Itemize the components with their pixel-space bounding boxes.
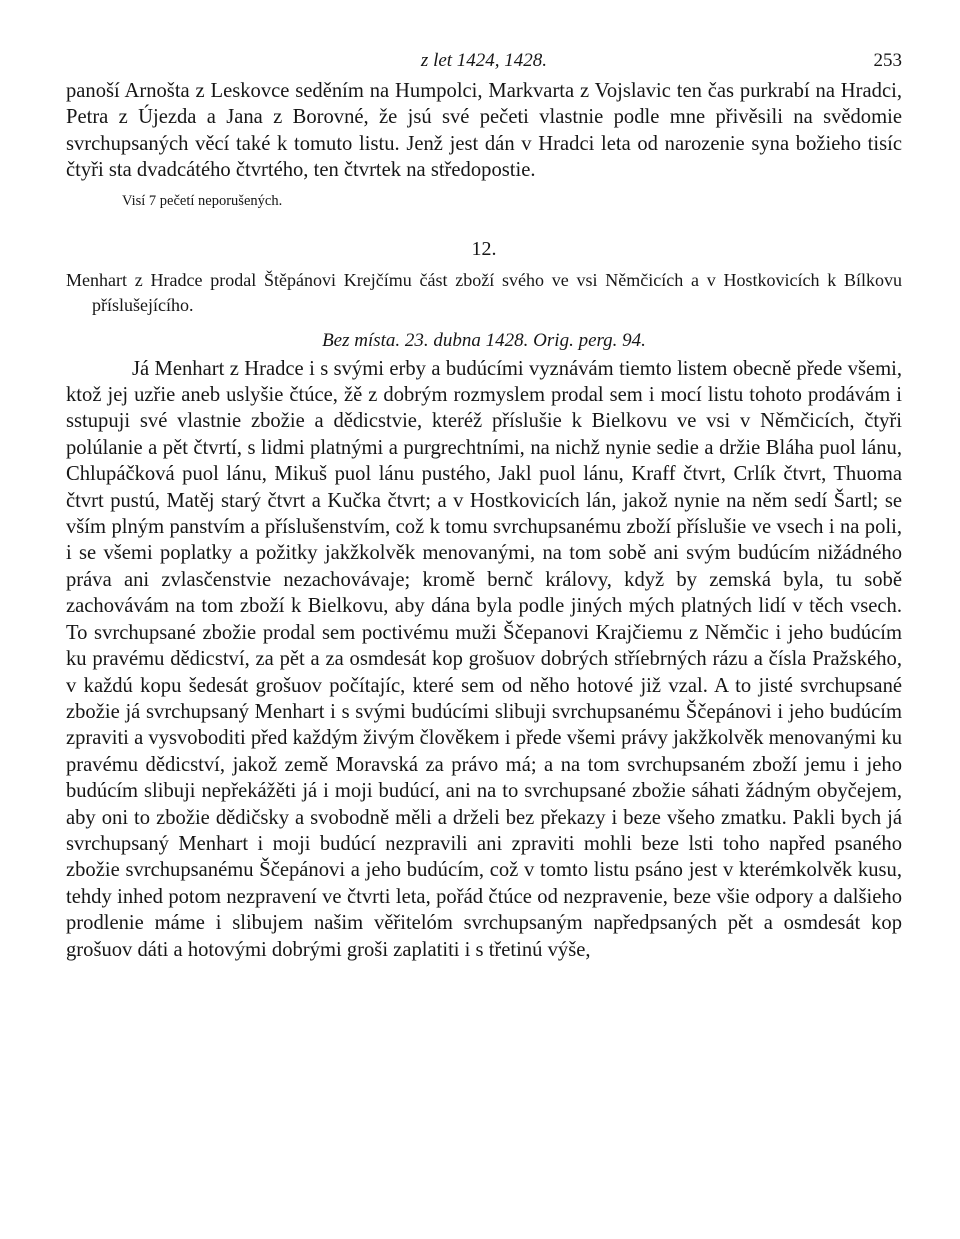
running-head: [66, 44, 902, 78]
page-number: 253: [873, 50, 902, 71]
document-body: Já Menhart z Hradce i s svými erby a budúcími vyznávám tiemto listem obecně přede všemi, ktož jej uzřie aneb uslyšie čtúce, žě z dobrým rozmyslem prodal sem i mocí listu tohoto prodávám i sstupuji své vlastnie zbožie a dědicstvie, kteréž příslušie k Bielkovu ve vsi v Němčicích, čtyři polúlanie a pět čtvrtí, s lidmi platnými a purgrechtními, na nichž nynie sedie a držie Bláha puol lánu, Chlupáčková puol lánu, Mikuš puol lánu pustého, Jakl puol lánu, Kraff čtvrt, Crlík čtvrt, Thuoma čtvrt pustú, Matěj starý čtvrt a Kučka čtvrt; a v Hostkovicích lán, jakož nynie na něm sedí Šartl; se vším plným panstvím a příslušenstvím, což k tomu svrchupsanému zboží příslušie ve vsech i na poli, i se všemi poplatky a požitky jakžkolvěk menovanými, na tom sobě ani svým budúcím nižádného práva ani zvlasčenstvie nezachovávaje; kromě bernč královy, když by zemská byla, tu sobě zachovávám na tom zboží k Bielkovu, aby dána byla podle jiných mých platných lidí v těch vsech. To svrchupsané zbožie prodal sem poctivému muži Ščepanovi Krajčiemu z Němčic i jeho budúcím ku pravému dědicství, za pět a za osmdesát kop grošuov dobrých stříebrných rázu a čísla Pražského, v každú kopu šedesát grošuov počítajíc, které sem od něho hotové již vzal. A to jisté svrchupsané zbožie já svrchupsaný Menhart i s svými budúcími slibuji svrchupsanému Ščepánovi i jeho budúcím zpraviti a vysvoboditi před každým živým člověkem i přede všemi právy jakžkolvěk menovanými ku pravému dědicství, jakož země Moravská za právo má; a na tom svrchupsaném zboží jemu i jeho budúcím slibuji nepřekážěti já i moji budúcí, ani na to svrchupsané zbožie sáhati žádným obyčejem, aby oni to zbožie dědičsky a svobodně měli a drželi bez překazy i beze všeho zmatku. Pakli bych já svrchupsaný Menhart i moji budúcí nezpravili ani zpraviti mohli beze lsti toho napřed psaného zbožie svrchupsanému Ščepánovi a jeho budúcím, což v tomto listu psáno jest v kterémkolvěk kusu, tehdy inhed potom nezpravení ve čtvrti leta, pořád čtúce od nezpravenie, beze všie odpory a dalšieho prodlenie máme i slibujem našim věřitelóm svrchupsaným napředpsaných pět a osmdesát kop grošuov dáti a hotovými dobrými groši zaplatiti i s třetinú výše,: [66, 357, 902, 961]
document-number: 12.: [471, 237, 497, 260]
book-page: [66, 44, 902, 963]
running-title: z let 1424, 1428.: [420, 50, 548, 71]
seal-note: Visí 7 pečetí neporušených.: [122, 192, 283, 209]
document-regest: Menhart z Hradce prodal Štěpánovi Krejčímu část zboží svého ve vsi Němčicích a v Hostkovicích k Bílkovu příslušejícího.: [66, 269, 902, 315]
document-dating: Bez místa. 23. dubna 1428. Orig. perg. 94.: [322, 329, 646, 351]
previous-document-text: panoší Arnošta z Leskovce seděním na Humpolci, Markvarta z Vojslavic ten čas purkrabí na Hradci, Petra z Újezda a Jana z Borovné, že jsú své pečeti vlastnie podle mne přivěsili na svědomie svrchupsaných věcí také k tomuto listu. Jenž jest dán v Hradci leta od narozenie syna božieho tisíc čtyři sta dvadcátého čtvrtého, ten čtvrtek na středopostie.: [66, 80, 902, 182]
